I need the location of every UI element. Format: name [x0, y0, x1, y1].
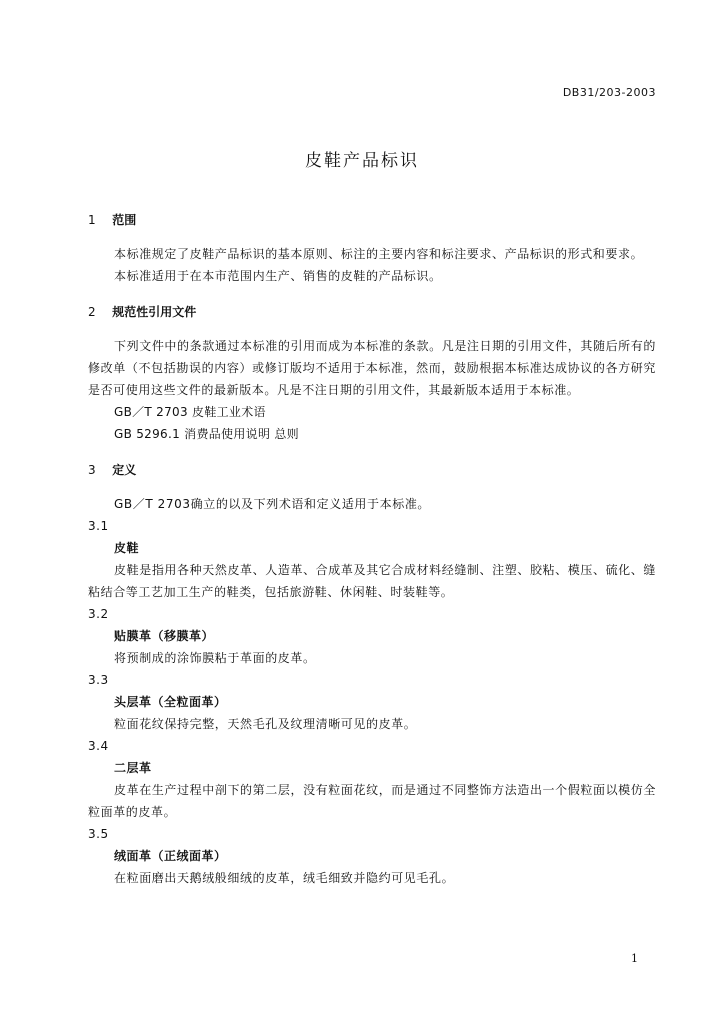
reference-item: GB 5296.1 消费品使用说明 总则 [114, 427, 299, 441]
subsection-number: 3.1 [88, 519, 109, 533]
standard-code: DB31/203-2003 [562, 86, 656, 99]
term-definition: 皮革在生产过程中剖下的第二层，没有粒面花纹，而是通过不同整饰方法造出一个假粒面以模仿全粒面革的皮革。 [88, 783, 656, 819]
section-title: 定义 [112, 463, 137, 477]
section-2-heading [88, 301, 656, 323]
term-heading: 贴膜革（移膜革） [114, 629, 215, 643]
section-number: 3 [88, 463, 96, 477]
term-definition: 皮鞋是指用各种天然皮革、人造革、合成革及其它合成材料经缝制、注塑、胶粘、模压、硫化、缝粘结合等工艺加工生产的鞋类，包括旅游鞋、休闲鞋、时装鞋等。 [88, 563, 656, 599]
section-1-heading [88, 209, 656, 231]
subsection-number: 3.5 [88, 827, 109, 841]
term-heading: 绒面革（正绒面革） [114, 849, 227, 863]
subsection-number: 3.3 [88, 673, 109, 687]
paragraph: 本标准规定了皮鞋产品标识的基本原则、标注的主要内容和标注要求、产品标识的形式和要求。 [114, 247, 644, 261]
section-title: 范围 [112, 213, 137, 227]
term-definition: 粒面花纹保持完整，天然毛孔及纹理清晰可见的皮革。 [114, 717, 417, 731]
section-title: 规范性引用文件 [112, 305, 197, 319]
section-number: 1 [88, 213, 96, 227]
document-body [88, 203, 656, 889]
reference-item: GB／T 2703 皮鞋工业术语 [114, 405, 266, 419]
document-title: 皮鞋产品标识 [305, 151, 419, 171]
subsection-number: 3.2 [88, 607, 109, 621]
term-heading: 皮鞋 [114, 541, 140, 555]
term-definition: 将预制成的涂饰膜粘于革面的皮革。 [114, 651, 316, 665]
paragraph: GB／T 2703确立的以及下列术语和定义适用于本标准。 [114, 497, 431, 511]
section-3-heading [88, 459, 656, 481]
term-definition: 在粒面磨出天鹅绒般细绒的皮革，绒毛细致并隐约可见毛孔。 [114, 871, 455, 885]
section-number: 2 [88, 305, 96, 319]
paragraph: 本标准适用于在本市范围内生产、销售的皮鞋的产品标识。 [114, 269, 442, 283]
subsection-number: 3.4 [88, 739, 109, 753]
term-heading: 头层革（全粒面革） [114, 695, 227, 709]
page-number: 1 [631, 952, 638, 965]
term-heading: 二层革 [114, 761, 152, 775]
paragraph: 下列文件中的条款通过本标准的引用而成为本标准的条款。凡是注日期的引用文件，其随后所有的修改单（不包括勘误的内容）或修订版均不适用于本标准，然而，鼓励根据本标准达成协议的各方研究是否可使用这些文件的最新版本。凡是不注日期的引用文件，其最新版本适用于本标准。 [88, 339, 656, 397]
